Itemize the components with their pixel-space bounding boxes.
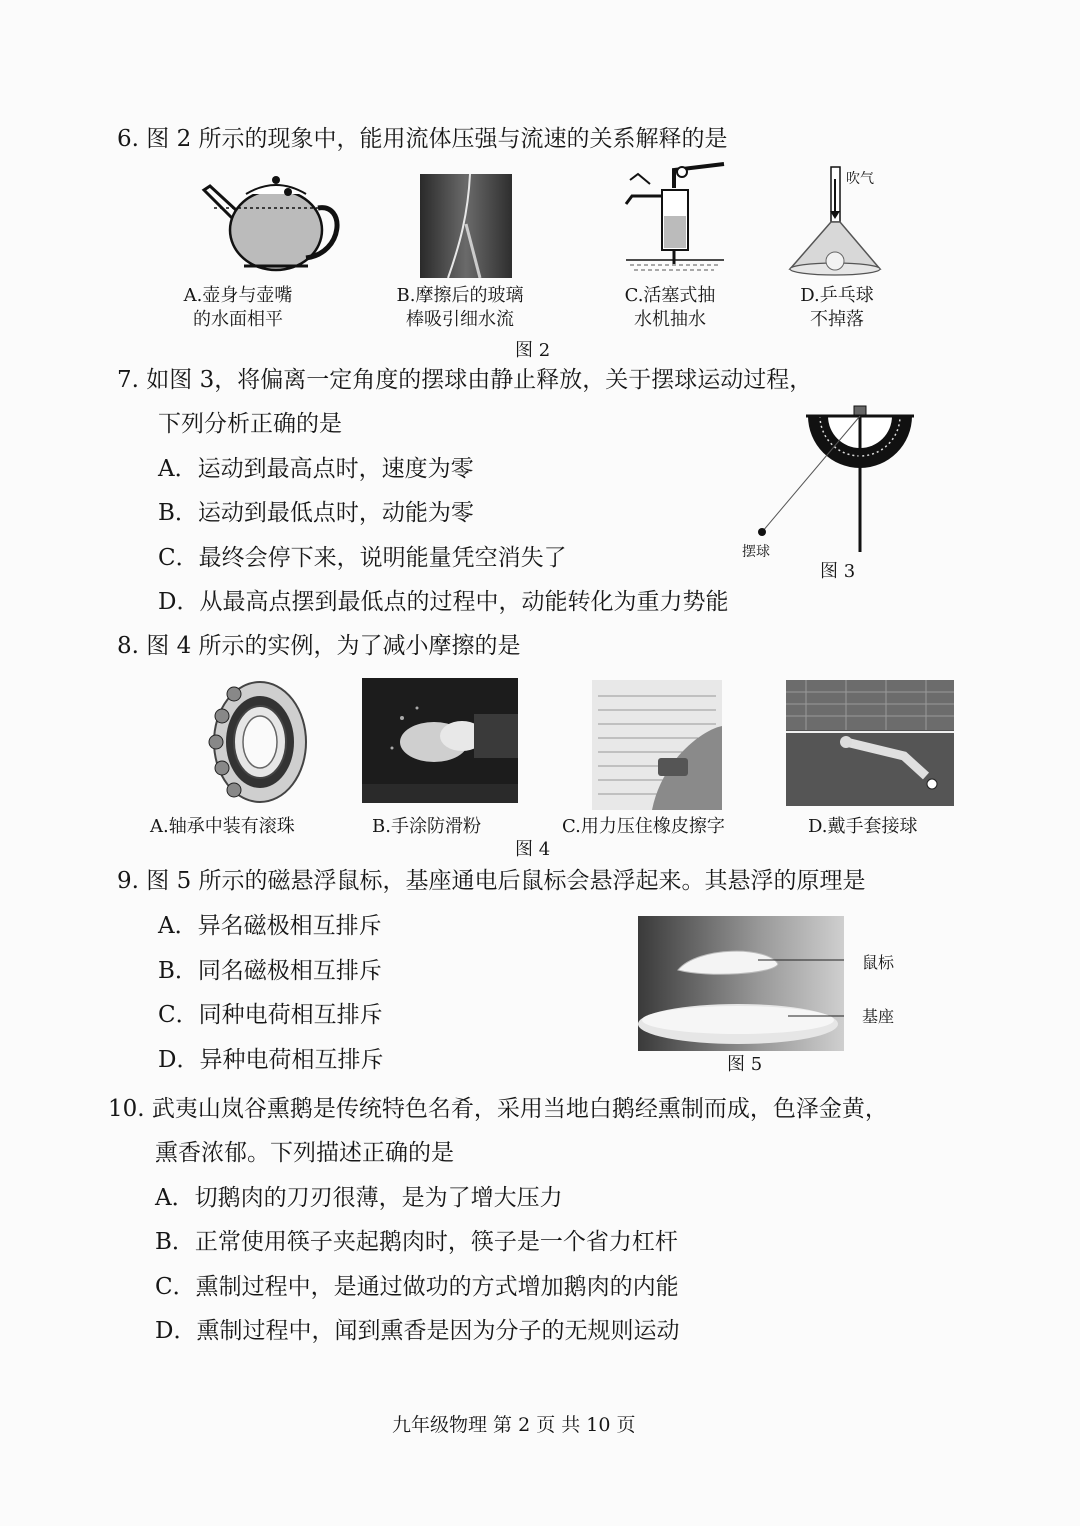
q6-option-b-line2: 棒吸引细水流 (406, 309, 514, 330)
q6-teapot-image (196, 168, 341, 278)
q6-piston-pump-image (612, 160, 732, 275)
q7-option-a: A．运动到最高点时，速度为零 (158, 456, 474, 482)
q6-blow-label: 吹气 (846, 171, 874, 187)
q9-option-b: B．同名磁极相互排斥 (158, 958, 382, 984)
q6-option-d-line1: D.乒乓球 (800, 285, 874, 306)
q9-option-c: C．同种电荷相互排斥 (158, 1002, 383, 1028)
q6-funnel-image (780, 165, 900, 280)
q9-option-d: D．异种电荷相互排斥 (158, 1047, 384, 1073)
q10-option-b: B．正常使用筷子夹起鹅肉时，筷子是一个省力杠杆 (155, 1229, 678, 1255)
q6-option-a (148, 284, 328, 332)
q9-mouse-label: 鼠标 (862, 953, 895, 972)
q6-option-d (752, 284, 922, 332)
page-footer: 九年级物理 第 2 页 共 10 页 (392, 1414, 636, 1436)
q6-option-b-line1: B.摩擦后的玻璃 (396, 285, 524, 306)
q8-option-b: B.手涂防滑粉 (372, 816, 481, 837)
q7-option-c: C．最终会停下来，说明能量凭空消失了 (158, 545, 567, 571)
q6-option-c (580, 284, 760, 332)
q6-glass-rod-photo (420, 174, 512, 278)
q7-ball-label: 摆球 (742, 544, 770, 560)
q7-stem-line2: 下列分析正确的是 (158, 411, 342, 437)
q8-bearing-image (200, 674, 310, 809)
figure-5-caption: 图 5 (727, 1054, 763, 1075)
q9-base-label: 基座 (862, 1007, 895, 1026)
q8-eraser-photo (592, 680, 722, 810)
q8-goalkeeper-photo (786, 680, 954, 806)
figure-3-caption: 图 3 (820, 561, 856, 582)
q6-option-a-line2: 的水面相平 (193, 309, 283, 330)
q10-option-c: C．熏制过程中，是通过做功的方式增加鹅肉的内能 (155, 1274, 679, 1300)
q7-option-d: D．从最高点摆到最低点的过程中，动能转化为重力势能 (158, 589, 729, 615)
q10-stem-line1: 10. 武夷山岚谷熏鹅是传统特色名肴，采用当地白鹅经熏制而成，色泽金黄， (108, 1096, 888, 1122)
q7-stem-line1: 7. 如图 3，将偏离一定角度的摆球由静止释放，关于摆球运动过程， (117, 367, 813, 393)
q6-option-c-line1: C.活塞式抽 (624, 285, 716, 306)
q8-option-d: D.戴手套接球 (808, 816, 918, 837)
q8-stem: 8. 图 4 所示的实例，为了减小摩擦的是 (117, 633, 521, 659)
q10-option-d: D．熏制过程中，闻到熏香是因为分子的无规则运动 (155, 1318, 680, 1344)
q8-option-a: A.轴承中装有滚珠 (150, 816, 295, 837)
q6-stem: 6. 图 2 所示的现象中，能用流体压强与流速的关系解释的是 (117, 126, 728, 152)
q6-option-b (370, 284, 550, 332)
q8-option-c: C.用力压住橡皮擦字 (562, 816, 725, 837)
q7-option-b: B．运动到最低点时，动能为零 (158, 500, 474, 526)
q6-option-a-line1: A.壶身与壶嘴 (183, 285, 293, 306)
q9-option-a: A．异名磁极相互排斥 (158, 913, 382, 939)
q8-chalk-hands-photo (362, 678, 518, 803)
q6-option-d-line2: 不掉落 (810, 309, 864, 330)
q10-option-a: A．切鹅肉的刀刃很薄，是为了增大压力 (155, 1185, 563, 1211)
q9-stem: 9. 图 5 所示的磁悬浮鼠标，基座通电后鼠标会悬浮起来。其悬浮的原理是 (117, 868, 866, 894)
figure-2-caption: 图 2 (515, 340, 551, 361)
figure-4-caption: 图 4 (515, 839, 551, 860)
q7-pendulum-image (740, 404, 930, 554)
q9-maglev-mouse-photo (638, 916, 844, 1051)
q10-stem-line2: 熏香浓郁。下列描述正确的是 (155, 1140, 454, 1166)
q6-option-c-line2: 水机抽水 (634, 309, 706, 330)
